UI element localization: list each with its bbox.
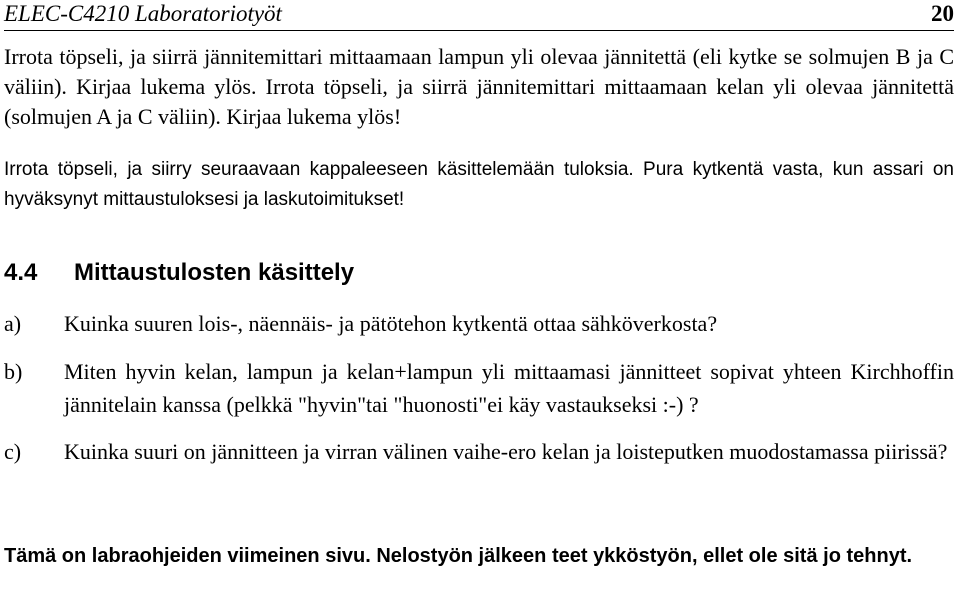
- document-title: ELEC-C4210 Laboratoriotyöt: [4, 1, 282, 26]
- question-label: b): [4, 359, 23, 384]
- instruction-paragraph-1: Irrota töpseli, ja siirrä jännitemittari mittaamaan lampun yli olevaa jännitettä (eli kytke se solmujen B ja C väliin). Kirjaa lukema ylös. Irrota töpseli, ja siirrä jännitemittari mittaamaan kelan yli olevaa jännitettä (solmujen A ja C väliin). Kirjaa lukema ylös!: [4, 44, 954, 129]
- question-label: a): [4, 311, 22, 336]
- page-number: 20: [931, 1, 954, 26]
- question-c: [4, 435, 954, 468]
- section-heading: [4, 258, 354, 288]
- section-number: 4.4: [4, 259, 38, 286]
- question-text: Kuinka suuri on jännitteen ja virran välinen vaihe-ero kelan ja loisteputken muodostamassa piirissä?: [64, 439, 948, 464]
- question-a: [4, 307, 954, 340]
- question-b: [4, 355, 954, 421]
- question-label: c): [4, 439, 22, 464]
- question-text: Miten hyvin kelan, lampun ja kelan+lampun yli mittaamasi jännitteet sopivat yhteen Kirchhoffin jännitelain kanssa (pelkkä "hyvin"tai "huonosti"ei käy vastaukseksi :-) ?: [64, 359, 954, 417]
- closing-note: Tämä on labraohjeiden viimeinen sivu. Nelostyön jälkeen teet ykköstyön, ellet ole sitä jo tehnyt.: [4, 545, 913, 567]
- page-header: [4, 0, 954, 31]
- section-title: Mittaustulosten käsittely: [74, 259, 355, 286]
- question-text: Kuinka suuren lois-, näennäis- ja pätötehon kytkentä ottaa sähköverkosta?: [64, 311, 718, 336]
- instruction-paragraph-2: Irrota töpseli, ja siirry seuraavaan kappaleeseen käsittelemään tuloksia. Pura kytkentä vasta, kun assari on hyväksynyt mittaustuloksesi ja laskutoimitukset!: [4, 159, 954, 210]
